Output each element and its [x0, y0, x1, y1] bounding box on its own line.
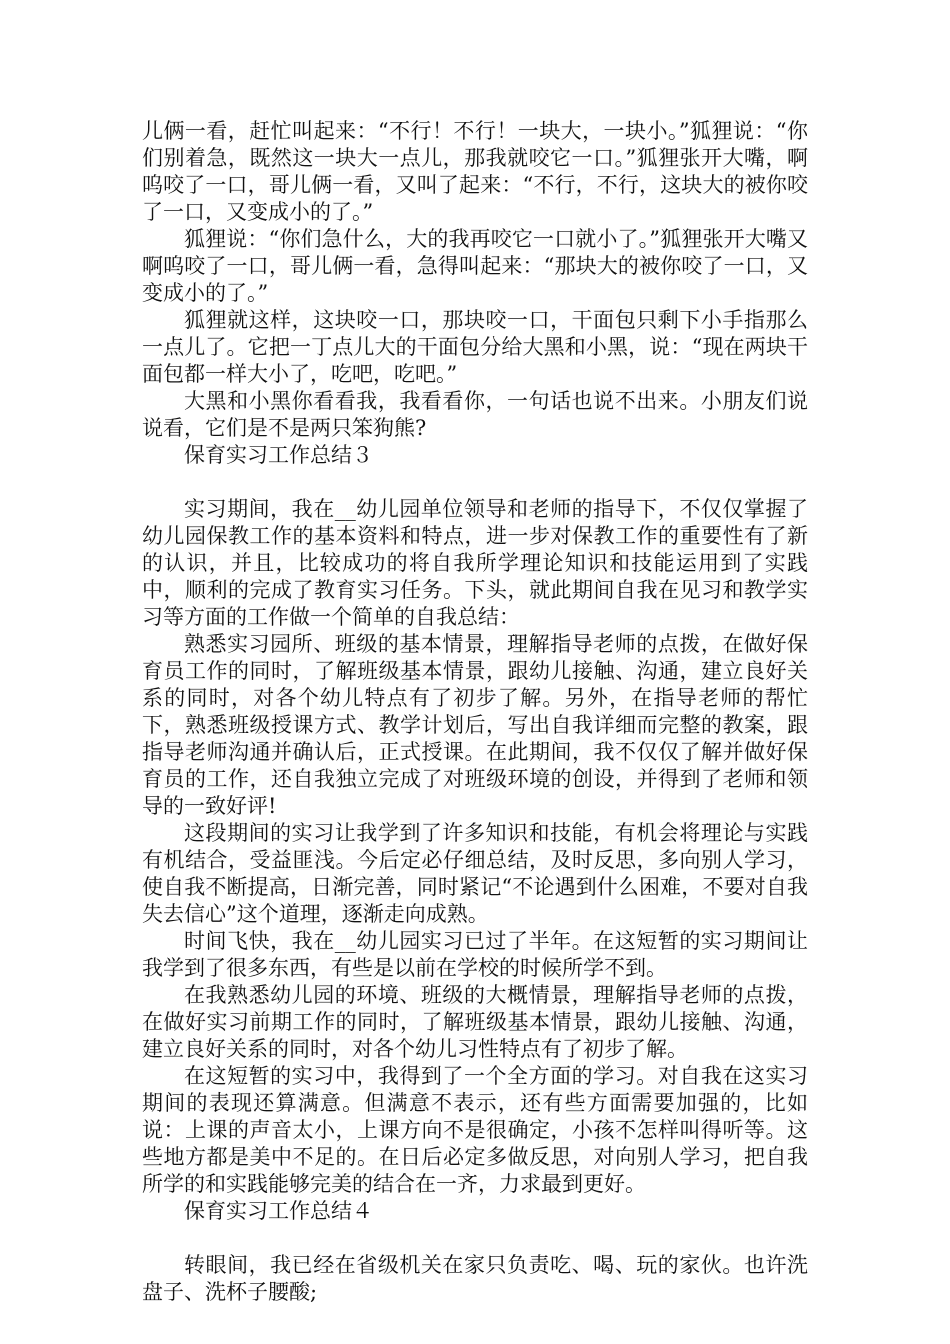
- story-paragraph-4: 大黑和小黑你看看我，我看看你，一句话也说不出来。小朋友们说说看，它们是不是两只笨狗熊?: [142, 389, 808, 440]
- summary3-paragraph-2: 熟悉实习园所、班级的基本情景，理解指导老师的点拨，在做好保育员工作的同时，了解班级基本情景，跟幼儿接触、沟通，建立良好关系的同时，对各个幼儿特点有了初步了解。另外，在指导老师的帮忙下，熟悉班级授课方式、教学计划后，写出自我详细而完整的教案，跟指导老师沟通并确认后，正式授课。在此期间，我不仅仅了解并做好保育员的工作，还自我独立完成了对班级环境的创设，并得到了老师和领导的一致好评!: [142, 632, 808, 818]
- section-heading-4: 保育实习工作总结４: [184, 1199, 373, 1223]
- summary3-paragraph-6: 在这短暂的实习中，我得到了一个全方面的学习。对自我在这实习期间的表现还算满意。但满意不表示，还有些方面需要加强的，比如说：上课的声音太小，上课方向不是很确定，小孩不怎样叫得听等。这些地方都是美中不足的。在日后必定多做反思，对向别人学习，把自我所学的和实践能够完美的结合在一齐，力求最到更好。: [142, 1064, 808, 1196]
- summary3-paragraph-4: 时间飞快，我在__幼儿园实习已过了半年。在这短暂的实习期间让我学到了很多东西，有些是以前在学校的时候所学不到。: [142, 929, 808, 980]
- story-paragraph-2: 狐狸说：“你们急什么，大的我再咬它一口就小了。”狐狸张开大嘴又啊呜咬了一口，哥儿俩一看，急得叫起来：“那块大的被你咬了一口，又变成小的了。”: [142, 227, 808, 305]
- story-paragraph-1: 儿俩一看，赶忙叫起来：“不行！不行！一块大，一块小。”狐狸说：“你们别着急，既然这一块大一点儿，那我就咬它一口。”狐狸张开大嘴，啊呜咬了一口，哥儿俩一看，又叫了起来：“不行，不行，这块大的被你咬了一口，又变成小的了。”: [142, 119, 808, 224]
- heading-spacer: [142, 469, 808, 496]
- document-body: [142, 118, 808, 1306]
- summary3-paragraph-5: 在我熟悉幼儿园的环境、班级的大概情景，理解指导老师的点拨，在做好实习前期工作的同时，了解班级基本情景，跟幼儿接触、沟通，建立良好关系的同时，对各个幼儿习性特点有了初步了解。: [142, 983, 808, 1061]
- summary3-paragraph-3: 这段期间的实习让我学到了许多知识和技能，有机会将理论与实践有机结合，受益匪浅。今后定必仔细总结，及时反思，多向别人学习，使自我不断提高，日渐完善，同时紧记“不论遇到什么困难，不要对自我失去信心”这个道理，逐渐走向成熟。: [142, 821, 808, 926]
- heading-spacer: [142, 1225, 808, 1252]
- section-heading-3: 保育实习工作总结３: [184, 443, 373, 467]
- summary3-paragraph-1: 实习期间，我在__幼儿园单位领导和老师的指导下，不仅仅掌握了幼儿园保教工作的基本资料和特点，进一步对保教工作的重要性有了新的认识，并且，比较成功的将自我所学理论知识和技能运用到了实践中，顺利的完成了教育实习任务。下头，就此期间自我在见习和教学实习等方面的工作做一个简单的自我总结：: [142, 497, 808, 629]
- story-paragraph-3: 狐狸就这样，这块咬一口，那块咬一口，干面包只剩下小手指那么一点儿了。它把一丁点儿大的干面包分给大黑和小黑，说：“现在两块干面包都一样大小了，吃吧，吃吧。”: [142, 308, 808, 386]
- summary4-paragraph-1: 转眼间，我已经在省级机关在家只负责吃、喝、玩的家伙。也许洗盘子、洗杯子腰酸;: [142, 1253, 808, 1304]
